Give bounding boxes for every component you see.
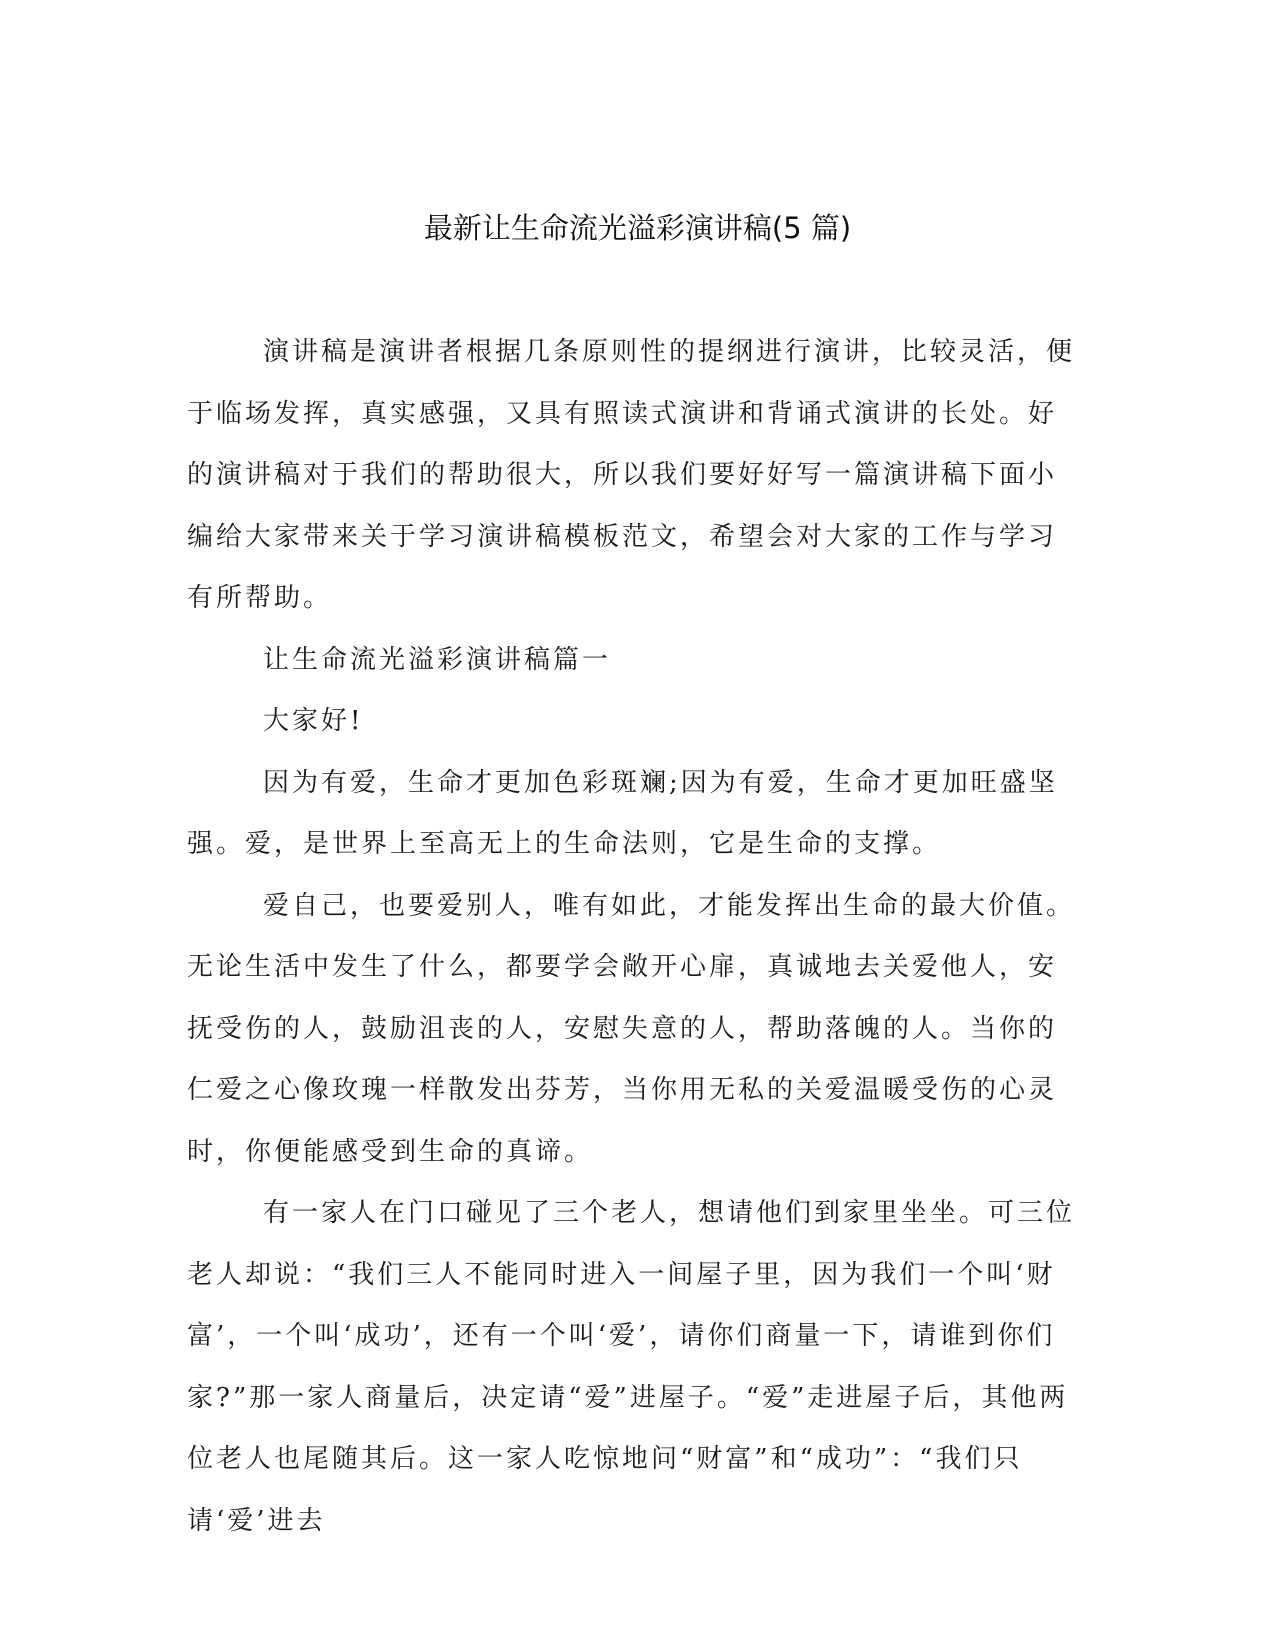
body-paragraph: 因为有爱，生命才更加色彩斑斓;因为有爱，生命才更加旺盛坚强。爱，是世界上至高无上的生命法则，它是生命的支撑。 [187, 767, 1058, 859]
document-title: 最新让生命流光溢彩演讲稿(5 篇) [423, 211, 852, 245]
body-paragraph: 爱自己，也要爱别人，唯有如此，才能发挥出生命的最大价值。无论生活中发生了什么，都要学会敞开心扉，真诚地去关爱他人，安抚受伤的人，鼓励沮丧的人，安慰失意的人，帮助落魄的人。当你的仁爱之心像玫瑰一样散发出芬芳，当你用无私的关爱温暖受伤的心灵时，你便能感受到生命的真谛。 [187, 890, 1076, 1167]
intro-paragraph: 演讲稿是演讲者根据几条原则性的提纲进行演讲，比较灵活，便于临场发挥，真实感强，又具有照读式演讲和背诵式演讲的长处。好的演讲稿对于我们的帮助很大，所以我们要好好写一篇演讲稿下面小编给大家带来关于学习演讲稿模板范文，希望会对大家的工作与学习有所帮助。 [187, 337, 1076, 613]
greeting-paragraph: 大家好! [263, 706, 364, 736]
section-heading: 让生命流光溢彩演讲稿篇一 [263, 644, 612, 675]
document-body [187, 322, 1075, 1552]
body-paragraph: 有一家人在门口碰见了三个老人，想请他们到家里坐坐。可三位老人却说：“我们三人不能同时进入一间屋子里，因为我们一个叫‘财富’，一个叫‘成功’，还有一个叫‘爱’，请你们商量一下，请谁到你们家?”那一家人商量后，决定请“爱”进屋子。“爱”走进屋子后，其他两位老人也尾随其后。这一家人吃惊地问“财富”和“成功”：“我们只请‘爱’进去 [187, 1198, 1076, 1536]
